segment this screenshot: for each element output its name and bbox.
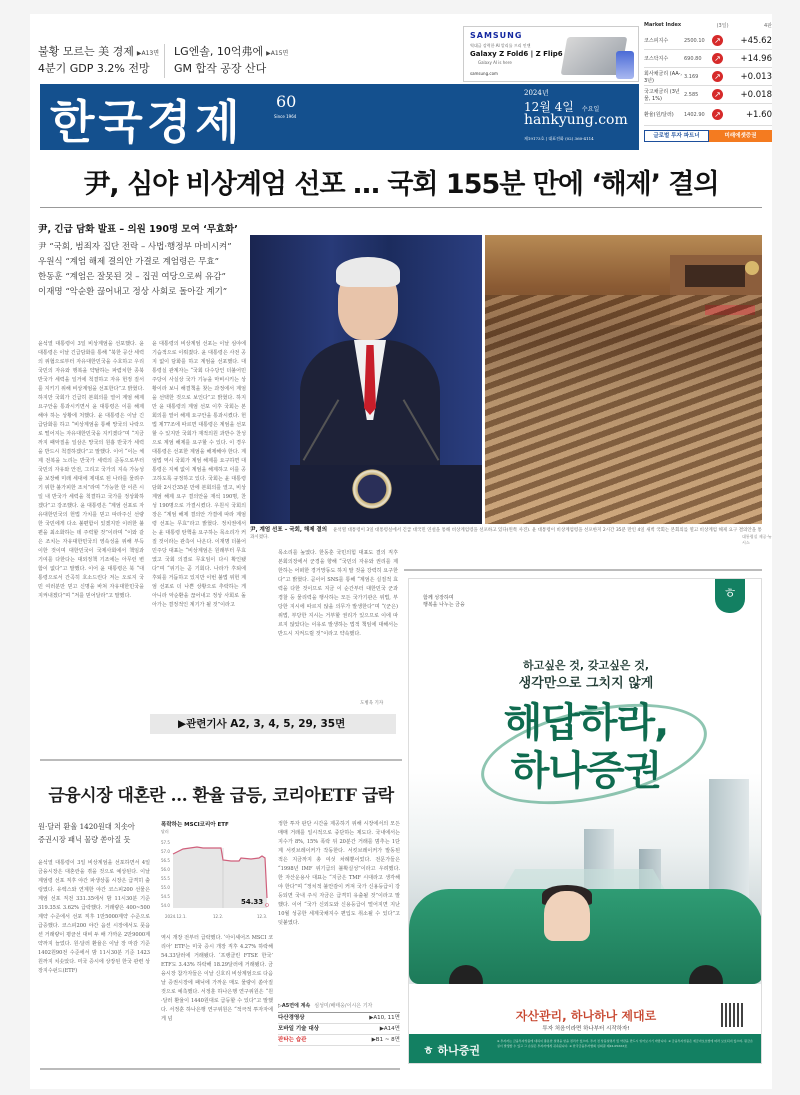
svg-text:57.5: 57.5 xyxy=(161,840,170,845)
national-assembly-photo[interactable] xyxy=(485,235,762,524)
lead-headline[interactable]: 尹, 심야 비상계엄 선포 … 국회 155분 만에 ‘해제’ 결의 xyxy=(83,169,719,200)
bottom-divider xyxy=(40,1068,400,1070)
president-speech-photo[interactable] xyxy=(250,235,482,524)
ad-big-copy-1: 해답하라, xyxy=(503,700,669,746)
ad-brand: 미래에셋증권 xyxy=(709,130,772,142)
slogan-line: 함께 성장하며 xyxy=(423,595,454,601)
samsung-ad[interactable] xyxy=(463,26,639,82)
edition-label: 4판 xyxy=(763,23,772,29)
screen-shape xyxy=(685,265,745,287)
teaser-us-economy[interactable] xyxy=(38,44,159,76)
ad-subline: 투자 처음이라면 하나부터 시작하자! xyxy=(542,1026,630,1032)
related-articles-link[interactable]: ▶관련기사 A2, 3, 4, 5, 29, 35면 xyxy=(150,714,396,734)
index-item-page: ▶B1 ~ 8면 xyxy=(371,1037,400,1043)
index-item-name: 판타는 습관 xyxy=(278,1037,307,1043)
ad-copy-line-1: 하고싶은 것, 갖고싶은 것, xyxy=(522,659,650,672)
svg-text:2024.12.1.: 2024.12.1. xyxy=(165,914,187,919)
second-deck xyxy=(38,820,158,846)
index-name: 국고채금리 (3년물, 1%) xyxy=(644,88,680,102)
second-headline[interactable]: 금융시장 대혼란 … 환율 급등, 코리아ETF 급락 xyxy=(48,786,394,806)
ad-url: samsung.com xyxy=(470,71,498,76)
deck-line: 원·달러 환율 1420원대 치솟아 xyxy=(38,822,135,831)
svg-text:57.0: 57.0 xyxy=(161,849,170,854)
caption-title: 尹, 계엄 선포 – 국회, 해제 결의 xyxy=(250,527,328,533)
index-item-page: ▶A14면 xyxy=(379,1026,400,1032)
caption-text: 윤석열 대통령이 3일 대통령실에서 긴급 대국민 연설을 통해 비상계엄령을 선포하고 있다(왼쪽 사진). 윤 대통령이 비상계엄령을 선포한지 2시간 35분 만인 4일 새벽 국회는 본회의를 열고 비상계엄 해제 요구 결의안을 통과시켰다. xyxy=(250,528,762,540)
index-change: +45.62 xyxy=(740,35,772,46)
newspaper-logo[interactable]: 한국경제 xyxy=(50,95,244,149)
svg-text:56.0: 56.0 xyxy=(161,867,170,872)
lead-body-column-3: 목소리를 높였다. 한동훈 국민의힘 대표도 결의 직후 본회의장에서 군경을 향해 “국민의 자유와 권리를 제한하는 어떠한 경거망동도 하지 말 것을 강력히 요구한다”고 밝혔다. 곧이어 SNS를 통해 “계엄은 실질적 효력을 다한 것이므로 지금 이 순간부터 대한민국 군과 경찰 등 물리력을 행사하는 모든 국가기관은 위법, 부당한 지시에 따르지 않을 의무가 발생한다”며 “(군은) 위법, 부당한 지시는 거부할 권리가 있으므로 이에 따르지 않았다는 이유로 발생하는 법적 책임에 대해서는 반드시 지켜드릴 것”이라고 약속했다. xyxy=(278,550,398,637)
samsung-logo: SAMSUNG xyxy=(470,31,523,40)
second-body-column-1: 윤석열 대통령이 3일 비상계엄을 선포하면서 4일 금융시장은 대혼란을 겪을 것으로 예상된다. 이날 계엄령 선포 직후 야간 파생상품 시장은 급격히 출렁였다. 유렉스와 연계한 야간 코스피200 선물은 계엄 선포 직전 331.35에서 밤 11시30분 기준 319.35로 3.62% 급락했다. 거래량은 400~500계약 수준에서 선포 직후 1만5000계약 수준으로 급증했다. 코스피200 야간 옵션 시장에서도 풋옵션 거래량이 평균선 대비 두 배 가까운 2만9000계약까지 늘었다. 원·달러 환율은 이날 장 마감 기준 1402원90전 수준에서 밤 11시30분 기준 1423원까지 치솟았다. 미국 증시에 상장된 한국 관련 상장지수펀드(ETF) xyxy=(38,860,150,974)
chart-title: 폭락하는 MSCI코리아 ETF xyxy=(161,822,229,828)
ad-brand-bar xyxy=(409,1034,762,1064)
section-divider xyxy=(404,569,762,571)
continued-link: ▷A5면에 계속 xyxy=(278,1003,311,1009)
line-chart-svg xyxy=(161,820,271,930)
index-name: 코스피지수 xyxy=(644,38,669,44)
since-label: Since 1964 xyxy=(274,114,297,119)
hana-securities-ad[interactable] xyxy=(408,578,762,1064)
flip-phone-image xyxy=(616,51,634,79)
ad-text: 글로벌 투자 파트너 xyxy=(644,130,709,142)
index-change: +0.018 xyxy=(740,89,772,100)
model-person-image xyxy=(544,891,590,941)
site-url[interactable]: hankyung.com xyxy=(524,112,628,128)
up-arrow-icon: ↗ xyxy=(712,71,723,82)
issue-number: 제19173호 | 대표전화 (02) 360-4114 xyxy=(524,136,594,141)
qr-code-icon[interactable] xyxy=(721,1003,743,1027)
svg-text:54.0: 54.0 xyxy=(161,903,170,908)
hana-brand-name: 하나증권 xyxy=(437,1044,480,1057)
lead-body-column-1: 윤석열 대통령이 3일 비상계엄을 선포했다. 윤 대통령은 이날 긴급담화를 통해 “북한 공산 세력의 위협으로부터 자유대한민국을 수호하고 우리 국민의 자유와 행복을 약탈하는 파렴치한 종북 반국가 세력을 일거에 척결하고 자유 헌정 질서를 지키기 위해 비상계엄을 선포한다”고 밝혔다. 하지만 국회가 긴급히 본회의를 열어 계엄 해제 요구안을 통과시키면서 윤 대통령은 이를 해제해야 하는 상황에 처했다. 윤 대통령은 이날 긴급담화를 하고 “비상계엄을 통해 망국의 나락으로 떨어지는 자유대한민국을 지키겠다”며 “지금까지 패악질을 일삼은 망국의 원흉 반국가 세력을 반드시 척결하겠다”고 말했다. 이어 “이는 체제 전복을 노리는 반국가 세력의 준동으로부터 국민의 자유와 안전, 그리고 국가의 지속 가능성을 보장해 미래 세대에 제대로 된 나라를 물려주기 위한 불가피한 조치”라며 “가능한 한 이른 시일 내 반국가 세력을 척결하고 국가를 정상화하겠다”고 강조했다. 윤 대통령은 “계엄 선포로 자유대한민국의 헌법 가치를 믿고 따라주신 선량한 국민에게 다소 불편함이 있겠지만 이러한 불편을 최소화하는 데 주력할 것”이라며 “이와 같은 조치는 자유대한민국의 영속성을 위해 부득이한 것이며 대한민국이 국제사회에서 책임과 기여를 다한다는 대외정책 기조에는 아무런 변함이 없다”고 말했다. 이어 윤 대통령은 북 “대통령으로서 간곡히 호소드린다 저는 오로지 국민 여러분만 믿고 신명을 바쳐 자유대한민국을 지켜내겠다”며 “저를 믿어달라”고 말했다. xyxy=(38,341,144,599)
assembly-emblem-icon xyxy=(745,261,759,275)
quote-list xyxy=(38,240,256,300)
index-value: 690.80 xyxy=(684,55,702,62)
photo-caption xyxy=(250,527,762,541)
index-item-page: ▶A10, 11면 xyxy=(369,1015,400,1021)
teaser-line: LG엔솔, 10억弗에 xyxy=(174,45,264,58)
assembly-seats xyxy=(485,295,762,524)
mirae-asset-ad[interactable] xyxy=(644,130,772,142)
index-name: 코스닥지수 xyxy=(644,56,669,62)
up-arrow-icon: ↗ xyxy=(712,89,723,100)
continued-note[interactable] xyxy=(278,1002,400,1009)
index-name: 회사채금리 (AA-, 3년) xyxy=(644,70,682,84)
ad-tagline: 역대급 강력한 AI 알리를 프리 인앤 xyxy=(470,43,531,48)
anniversary-emblem: 60 xyxy=(276,92,297,111)
photo-credit: 대통령실 제공·뉴시스 xyxy=(742,534,772,545)
hana-brand xyxy=(423,1042,480,1058)
lead-byline: 도병욱 기자 xyxy=(360,701,384,706)
svg-text:56.5: 56.5 xyxy=(161,858,170,863)
quote-line: 한동훈 “계엄은 잘못된 것 – 집권 여당으로써 유감” xyxy=(38,272,226,282)
index-row[interactable] xyxy=(278,1035,400,1046)
issue-date-text: 12월 4일 xyxy=(524,100,574,114)
masthead xyxy=(40,84,639,150)
teaser-divider xyxy=(164,44,165,78)
index-change: +14.96 xyxy=(740,53,772,64)
lead-subhead: 尹, 긴급 담화 발표 – 의원 190명 모여 ‘무효화’ xyxy=(38,224,238,235)
presidential-seal-icon xyxy=(350,467,394,511)
market-row-kospi xyxy=(644,32,772,50)
deck-line: 증권시장 패닉 물량 쏟아질 듯 xyxy=(38,835,131,844)
market-row-fx xyxy=(644,104,772,126)
svg-text:54.5: 54.5 xyxy=(161,894,170,899)
teaser-line: 불황 모르는 美 경제 xyxy=(38,45,134,58)
up-arrow-icon: ↗ xyxy=(712,53,723,64)
market-row-kosdaq xyxy=(644,50,772,68)
up-arrow-icon: ↗ xyxy=(712,109,723,120)
headline-divider xyxy=(40,207,762,208)
lead-body-column-2: 윤 대통령의 비상계엄 선포는 이날 심야에 기습적으로 이뤄졌다. 윤 대통령은 사전 공지 없이 담화를 하고 계엄을 선포했다. 대통령실 관계자는 “국회 다수당인 더불어민주당이 사실상 국가 기능을 마비시키는 상황이라 보니 해결책을 찾는 과정에서 계엄을 선택한 것으로 보인다”고 밝혔다. 하지만 윤 대통령의 계엄 선포 이후 국회는 본회의를 열어 해제 요구안을 통과시켰다. 헌법 제77조에 따르면 대통령은 계엄을 선포할 수 있지만 국회가 재적의원 과반수 찬성으로 계엄 해제를 요구할 수 있다. 이 경우 대통령은 선포한 계엄을 해제해야 한다. 계엄법 역시 국회가 계엄 해제를 요구하면 대통령은 지체 없이 계엄을 해제하고 이를 공고하도록 규정하고 있다. 국회는 윤 대통령 담화 2시간35분 만에 본회의를 열고, 비상계엄 해제 요구 결의안을 재석 190명, 찬성 190명으로 가결시켰다. 우원식 국회의장은 “계엄 해제 결의안 가결에 따라 계엄령 선포는 무효”라고 밝혔다. 정치권에서는 윤 대통령 탄핵을 요구하는 목소리가 커질 것이라는 관측이 나온다. 이재명 더불어민주당 대표는 “비상계엄은 원래부터 무효였고 국회 의결로 무효임이 다시 확인됐다”며 “위기는 곧 기회다. 나라가 후퇴에 후퇴를 거듭하고 있지만 이번 불법 위헌 계엄 선포로 더 나쁜 상황으로 추락하는 게 아니라 악순환을 끊어내고 정상 사회로 돌아가는 결정적인 계기가 될 것”이라고 xyxy=(152,341,246,608)
teaser-page-ref: ▶A15면 xyxy=(266,50,289,57)
chart-unit: 달러 xyxy=(161,829,169,834)
market-row-corp-bond xyxy=(644,68,772,86)
market-index-title: Market Index xyxy=(644,22,682,28)
ad-fine-print: ※ 투자자는 금융투자상품에 대하여 충분한 설명을 받을 권리가 있으며, 투자 전 상품설명서 및 약관을 반드시 읽어보시기 바랍니다. ※ 금융투자상품은 예금자보호법에 따라 보호되지 않으며, 원금손실이 발생할 수 있고 그 손실은 투자자에게 귀속됩니다. ※ 한국금융투자협회 심의필 제24-05XXX호 xyxy=(497,1039,753,1048)
svg-text:12.2.: 12.2. xyxy=(213,914,224,919)
svg-text:55.0: 55.0 xyxy=(161,885,170,890)
ad-slogan xyxy=(423,595,465,609)
teaser-line: 4분기 GDP 3.2% 전망 xyxy=(38,62,150,75)
second-body-column-3: 정한 투자 판단 시간을 제공하기 위해 시장에서의 모든 매매 거래를 일시적으로 중단하는 제도다. 국내에서는 지수가 8%, 15% 폭락 뒤 20분간 거래를 멈추는 1단계 서킷브레이커가 작동한다. 서킷브레이커가 발동된 적은 지금까지 총 여섯 차례뿐이었다. 전문가들은 “1998년 IMF 위기급의 불확실성”이라고 우려했다. 한 자산운용사 대표는 “지금은 TMF 시대라고 생각해야 한다”며 “정치적 불안감이 커져 국가 신용등급이 강등되면 국내 주식 자금은 급격히 유출될 것”이라고 말했다. 이어 “국가 신외도와 신용등급이 떨어지면 지난 10월 성공한 세계국채지수 편입도 취소될 수 있다”고 덧붙였다. xyxy=(278,821,400,926)
index-name: 환율(원/달러) xyxy=(644,112,674,118)
index-change: +1.60 xyxy=(745,109,772,120)
quote-line: 尹 “국회, 범죄자 집단 전락 – 사법·행정부 마비시켜” xyxy=(38,242,232,252)
market-index-box xyxy=(644,22,772,150)
second-body-column-2: 역시 개장 전부터 급락했다. ‘아이셰어즈 MSCI 코리아’ ETF는 미국 증시 개장 직후 4.27% 하락해 54.33달러에 거래됐다. ‘프랭클린 FTSE 한국’ ETF도 3.43% 하락해 18.29달러에 거래됐다. 금융시장 참가자들은 이날 신호리 비상계엄으로 다음날 증권시장에 패닉에 가까운 매도 물량이 쏟아질 것으로 예측했다. 서정훈 하나은행 연구위원은 “원·달러 환율이 1440원대로 급등할 수 있다”고 말했다. 서정훈 하나은행 연구위원은 “적극적 투자자에게 넘 xyxy=(161,935,273,1022)
quote-line: 우원식 “계엄 해제 결의안 가결로 계엄령은 무효” xyxy=(38,257,219,267)
up-arrow-icon: ↗ xyxy=(712,35,723,46)
ad-model-name: Galaxy Z Fold6 | Z Flip6 xyxy=(470,50,563,58)
index-value: 3.169 xyxy=(684,73,699,80)
chart-last-value: 54.33 xyxy=(241,898,264,906)
page-index-box xyxy=(278,1002,400,1046)
hana-mark-icon: ㅎ xyxy=(423,1044,434,1057)
teaser-page-ref: ▶A13면 xyxy=(136,50,160,57)
index-row[interactable] xyxy=(278,1024,400,1035)
index-item-name: 다산경영상 xyxy=(278,1015,305,1021)
issue-year: 2024년 xyxy=(524,89,549,97)
svg-text:12.3.: 12.3. xyxy=(257,914,268,919)
quote-line: 이재명 “악순환 끊어내고 정상 사회로 돌아갈 계기” xyxy=(38,287,228,297)
ad-big-copy-2: 하나증권 xyxy=(510,748,662,794)
index-value: 2.585 xyxy=(684,91,699,98)
market-row-treasury xyxy=(644,86,772,104)
market-index-date: (3일) xyxy=(716,23,729,29)
msci-korea-etf-chart[interactable] xyxy=(161,820,271,930)
ad-tagline: 자산관리, 하나하나 제대로 xyxy=(515,1009,657,1023)
index-value: 2500.10 xyxy=(684,37,705,44)
hana-logo-icon: ㅎ xyxy=(715,579,745,613)
index-item-name: 모바일 기술 대상 xyxy=(278,1026,320,1032)
newspaper-page xyxy=(30,14,772,1089)
index-value: 1402.90 xyxy=(684,111,705,118)
index-change: +0.013 xyxy=(740,71,772,82)
issue-weekday: 수요일 xyxy=(581,106,600,113)
index-row[interactable] xyxy=(278,1013,400,1024)
section-divider xyxy=(40,759,402,761)
ad-copy-line-2: 생각만으로 그치지 않게 xyxy=(518,676,654,691)
slogan-line: 행복을 나누는 금융 xyxy=(423,602,465,608)
svg-text:55.5: 55.5 xyxy=(161,876,170,881)
ad-ai-line: Galaxy AI is here xyxy=(478,60,512,65)
teaser-lg-ensol[interactable] xyxy=(174,44,288,76)
continued-byline: 심성미/배태웅/이시은 기자 xyxy=(314,1003,373,1009)
teaser-line: GM 합작 공장 산다 xyxy=(174,62,267,75)
hair-shape xyxy=(336,257,400,287)
